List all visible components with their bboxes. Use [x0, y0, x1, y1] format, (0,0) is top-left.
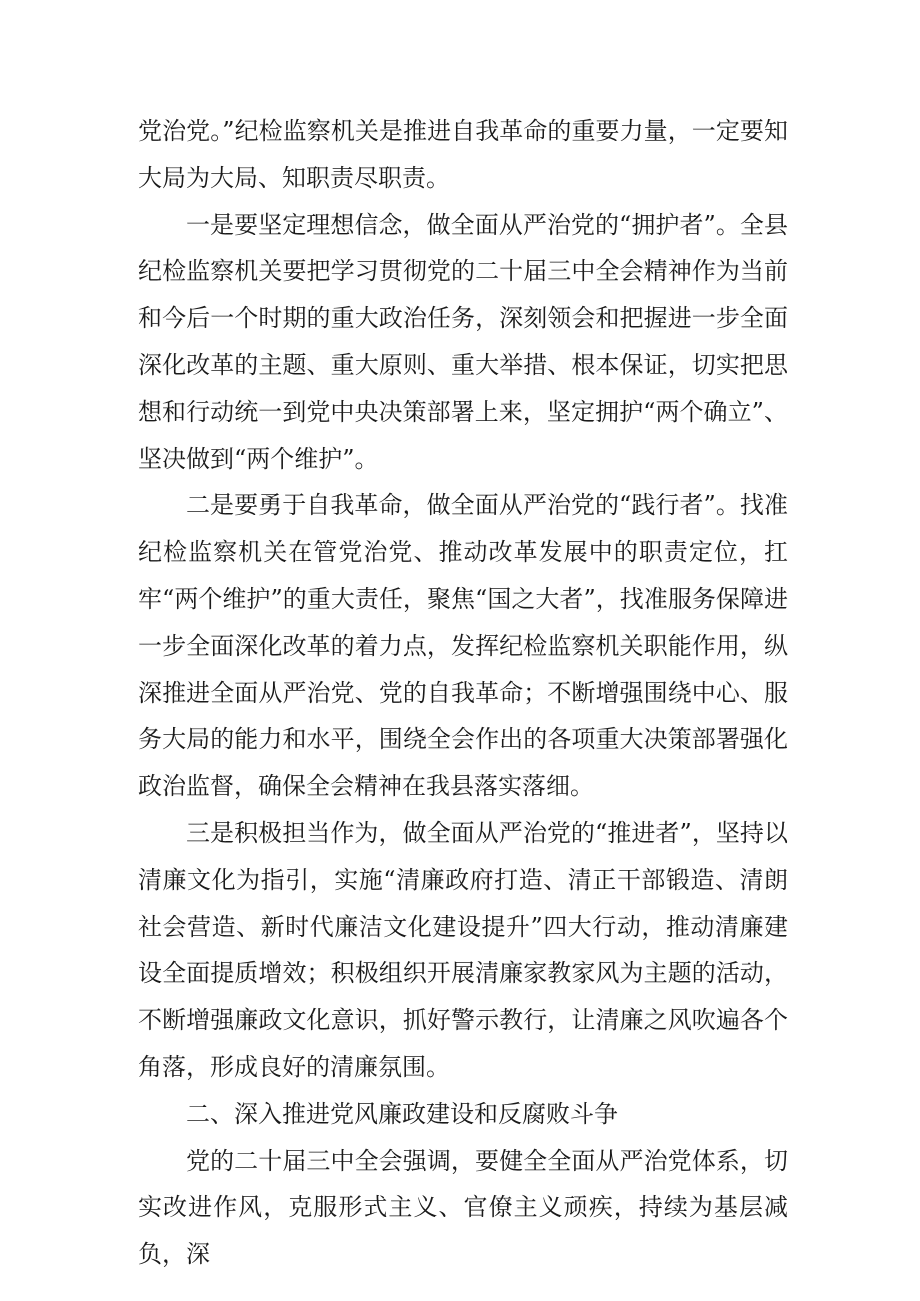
paragraph-point-3: 三是积极担当作为，做全面从严治党的“推进者”，坚持以清廉文化为指引，实施“清廉政府打造、清正干部锻造、清朗社会营造、新时代廉洁文化建设提升”四大行动，推动清廉建设全面提质增效；积极组织开展清廉家教家风为主题的活动，不断增强廉政文化意识，抓好警示教行，让清廉之风吹遍各个角落，形成良好的清廉氛围。	[138, 818, 788, 1081]
document-body	[138, 108, 788, 1278]
paragraph-point-2: 二是要勇于自我革命，做全面从严治党的“践行者”。找准纪检监察机关在管党治党、推动改革发展中的职责定位，扛牢“两个维护”的重大责任，聚焦“国之大者”，找准服务保障进一步全面深化改革的着力点，发挥纪检监察机关职能作用，纵深推进全面从严治党、党的自我革命；不断增强围绕中心、服务大局的能力和水平，围绕全会作出的各项重大决策部署强化政治监督，确保全会精神在我县落实落细。	[138, 491, 788, 801]
section-heading: 二、深入推进党风廉政建设和反腐败斗争	[186, 1099, 618, 1128]
paragraph-continuation: 党治党。”纪检监察机关是推进自我革命的重要力量，一定要知大局为大局、知职责尽职责。	[138, 117, 788, 192]
paragraph-point-1: 一是要坚定理想信念，做全面从严治党的“拥护者”。全县纪检监察机关要把学习贯彻党的二十届三中全会精神作为当前和今后一个时期的重大政治任务，深刻领会和把握进一步全面深化改革的主题、重大原则、重大举措、根本保证，切实把思想和行动统一到党中央决策部署上来，坚定拥护“两个确立”、坚决做到“两个维护”。	[138, 210, 788, 473]
paragraph-section-body: 党的二十届三中全会强调，要健全全面从严治党体系，切实改进作风，克服形式主义、官僚主义顽疾，持续为基层减负，深	[138, 1146, 788, 1269]
